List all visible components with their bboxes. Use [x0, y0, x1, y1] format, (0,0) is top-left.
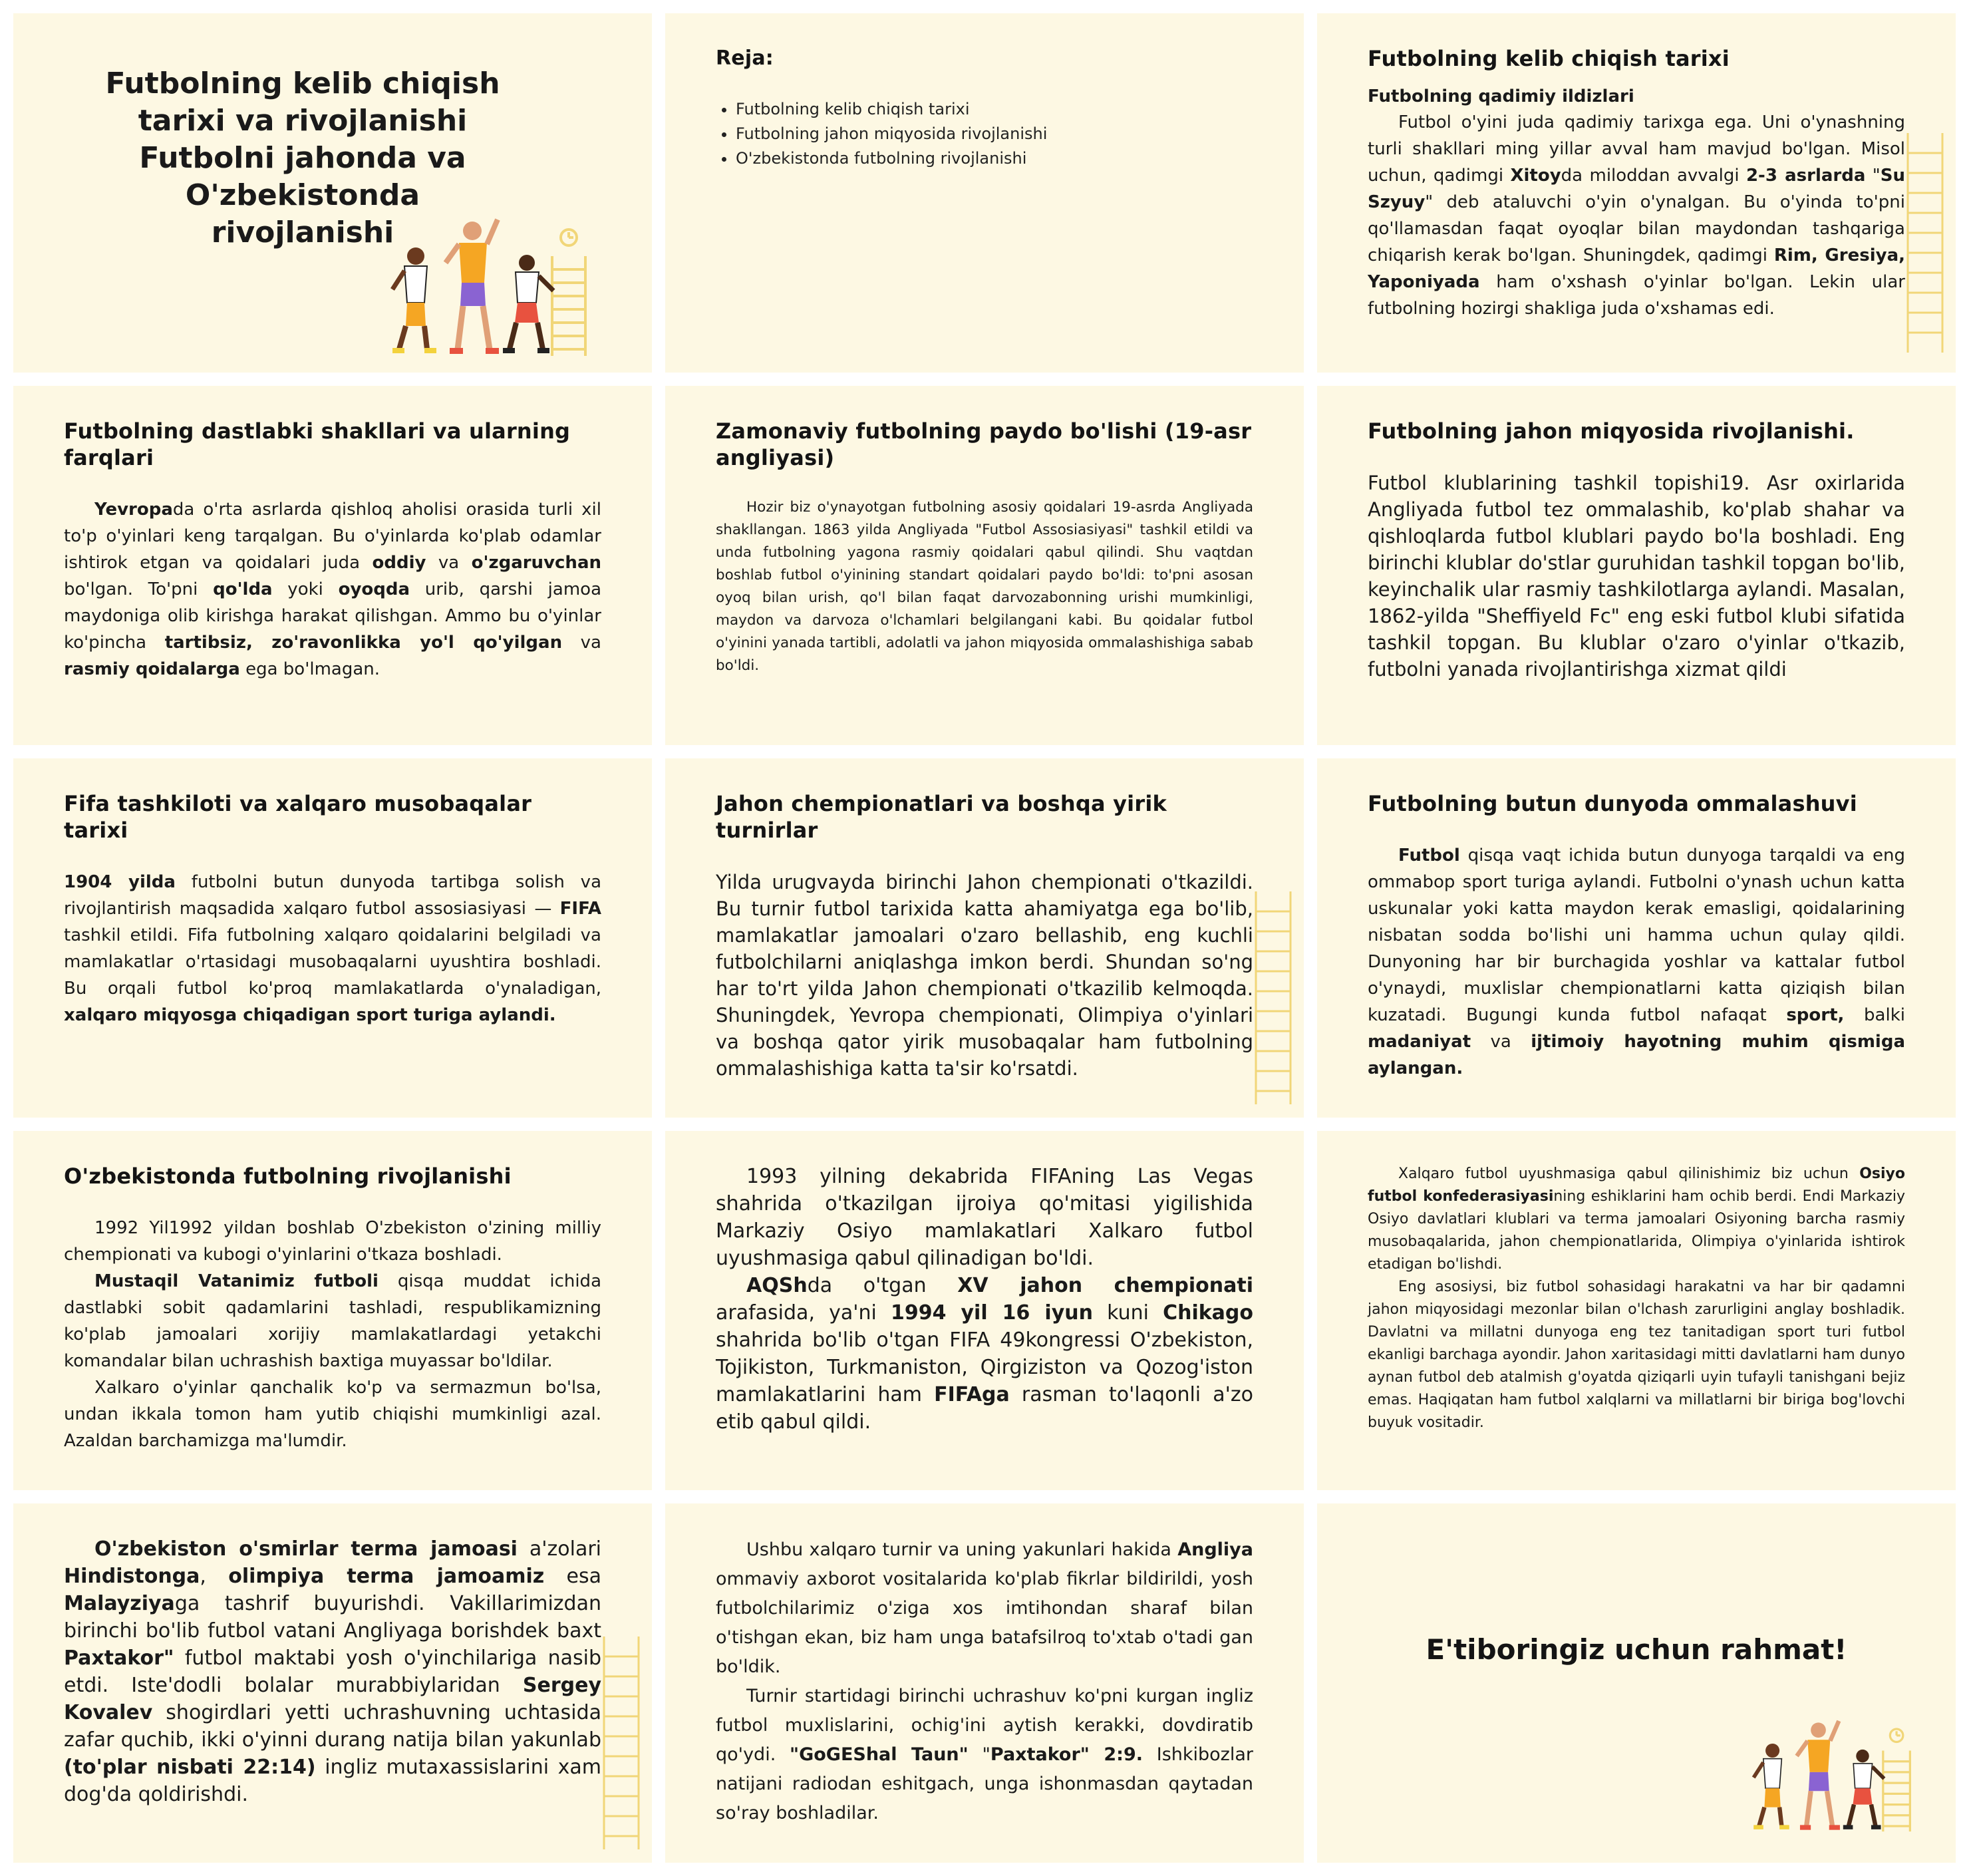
slide-fifa [13, 758, 652, 1118]
slide-body: Ushbu xalqaro turnir va uning yakunlari hakida Angliya ommaviy axborot vositalarida ko'plab fikrlar bildirildi, yosh futbolchilarimiz o'ziga xos imtihondan sharaf bilan o'tishgan ekan, biz ham unga batafsilroq to'xtab o'tadi gan bo'ldik. [716, 1539, 1253, 1677]
slide-body: Yevropada o'rta asrlarda qishloq aholisi orasida turli xil to'p o'yinlari keng tarqalgan. Bu o'yinlarda ko'plab odamlar ishtirok etgan va qoidalari juda oddiy va o'zgaruvchan bo'lgan. To'pni qo'lda yoki oyoqda urib, qarshi jamoa maydoniga olib kirishga harakat qilishgan. Ammo bu o'yinlar ko'pincha tartibsiz, zo'ravonlikka yo'l qo'yilgan va rasmiy qoidalarga ega bo'lmagan. [64, 500, 602, 679]
slide-body: Mustaqil Vatanimiz futboli qisqa muddat ichida dastlabki sobit qadamlarini tashladi, respublikamizning ko'plab jamoalari xorijiy mamlakatlardagi yetakchi komandalar bilan uchrashish baxtiga muyassar bo'ldilar. [64, 1271, 601, 1371]
plan-item: • O'zbekistonda futbolning rivojlanishi [736, 146, 1253, 171]
athletes-illustration [1743, 1703, 1942, 1852]
slide-body: Yilda urugvayda birinchi Jahon chempionati o'tkazildi. Bu turnir futbol tarixida katta ahamiyatga ega bo'lib, mamlakatlar jamoalari o'zaro bellashib, eng kuchli futbolchilarni aniqlashga imkon berdi. Shundan so'ng har to'rt yilda Jahon chempionati o'tkazilib kelmoqda. Shuningdek, Yevropa chempionati, Olimpiya o'yinlari va boshqa qator yirik musobaqalar ham futbolning ommalashishiga katta ta'sir ko'rsatdi. [716, 871, 1253, 1080]
plan-list [716, 97, 1253, 171]
slide-world-cups [665, 758, 1304, 1118]
slide-body: Futbol o'yini juda qadimiy tarixga ega. Uni o'ynashning turli shakllari ming yillar avval ham mavjud bo'lgan. Misol uchun, qadimgi Xitoyda miloddan avvalgi 2-3 asrlarda "Su Szyuy" deb ataluvchi o'yin o'ynalgan. Bu o'yinda to'pni qo'llamasdan faqat oyoqlar bilan maydondan tashqariga chiqarish kerak bo'lgan. Shuningdek, qadimgi Rim, Gresiya, Yaponiyada ham o'xshash o'yinlar bo'lgan. Lekin ular futbolning hozirgi shakliga juda o'xshamas edi. [1368, 112, 1906, 319]
slide-early-forms [13, 386, 652, 745]
slide-popularity [1317, 758, 1956, 1118]
slide-body: Eng asosiysi, biz futbol sohasidagi harakatni va har bir qadamni jahon miqyosidagi mezonlar bilan o'lchash zarurligini anglay boshladik. Davlatni va millatni dunyoga eng tez tanitadigan sport turi futbol ekanligi barchaga ayondir. Jahon xaritasidagi mitti davlatlarni ham dunyo aynan futbol deb atalmish g'oyatda qiziqarli uyin tufayli tanishgani bejiz emas. Haqiqatan ham futbol xalqlarni va millatlarni bir biriga bog'lovchi buyuk vositadir. [1368, 1279, 1905, 1431]
plan-item: • Futbolning kelib chiqish tarixi [736, 97, 1253, 122]
slide-heading: O'zbekistonda futbolning rivojlanishi [64, 1164, 512, 1189]
slide-heading: Futbolning jahon miqyosida rivojlanishi. [1368, 418, 1855, 444]
slide-body: Futbol qisqa vaqt ichida butun dunyoga tarqaldi va eng ommabop sport turiga aylandi. Futbolni o'ynash uchun katta uskunalar yoki katta maydon kerak emasligi, qoidalarining nisbatan sodda bo'lishi uni hamma uchun qulay qildi. Dunyoning har bir burchagida yoshlar va kattalar futbol o'ynaydi, muxlislar chempionatlarni katta qiziqish bilan kuzatadi. Bugungi kunda futbol nafaqat sport, balki madaniyat va ijtimoiy hayotning muhim qismiga aylangan. [1368, 846, 1905, 1078]
ladder-decoration [1902, 133, 1956, 353]
thanks-text: E'tiboringiz uchun rahmat! [1426, 1633, 1847, 1666]
slide-england-tournament [665, 1503, 1304, 1863]
slide-body: 1904 yilda futbolni butun dunyoda tartibga solish va rivojlantirish maqsadida xalqaro futbol assosiasiyasi — FIFA tashkil etildi. Fifa futbolning xalqaro qoidalarini belgiladi va mamlakatlar o'rtasidagi musobaqalarni uyushtira boshladi. Bu orqali futbol ko'proq mamlakatlarda o'ynaladigan, xalqaro miqyosga chiqadigan sport turiga aylandi. [64, 872, 601, 1025]
slide-uzbekistan [13, 1131, 652, 1490]
presentation-title: Futbolning kelib chiqish tarixi va rivojlanishi Futbolni jahonda va O'zbekistonda rivojlanishi [105, 67, 500, 249]
ladder-decoration [599, 1637, 652, 1849]
slide-body: Xalkaro o'yinlar qanchalik ko'p va sermazmun bo'lsa, undan ikkala tomon ham yutib chiqishi mumkinligi azal. Azaldan barchamizga ma'lumdir. [64, 1378, 601, 1451]
slide-body: Futbol klublarining tashkil topishi19. Asr oxirlarida Angliyada futbol tez ommalashib, ko'plab shahar va qishloqlarda futbol klublari paydo bo'la boshladi. Eng birinchi klublar do'stlar guruhidan tashkil topgan bo'lib, keyinchalik ular rasmiy tashkilotlarga aylandi. Masalan, 1862-yilda "Sheffiyeld Fc" eng eski futbol klubi sifatida tashkil topgan. Bu klublar o'zaro o'yinlar o'tkazib, futbolni yanada rivojlantirishga xizmat qildi [1368, 472, 1905, 681]
slide-heading: Futbolning butun dunyoda ommalashuvi [1368, 791, 1857, 816]
slide-body: Hozir biz o'ynayotgan futbolning asosiy qoidalari 19-asrda Angliyada shakllangan. 1863 yilda Angliyada "Futbol Assosiasiyasi" tashkil etildi va unda futbolning yagona rasmiy qoidalari qabul qilindi. Shu vaqtdan boshlab futbol o'yinining standart qoidalari paydo bo'ldi: to'pni asosan oyoq bilan urish, qo'l bilan faqat darvozabonning urishi mumkinligi, maydon va darvoza o'lchamlari belgilangani kabi. Bu qoidalar futbol o'yinini yanada tartibli, adolatli va jahon miqyosida ommalashishiga sabab bo'ldi. [716, 499, 1253, 674]
athletes-illustration [379, 216, 625, 362]
slide-heading: Futbolning dastlabki shakllari va ularning farqlari [64, 418, 571, 470]
slide-subheading: Futbolning qadimiy ildizlari [1368, 86, 1634, 106]
slide-body: AQShda o'tgan XV jahon chempionati arafasida, ya'ni 1994 yil 16 iyun kuni Chikago shahrida bo'lib o'tgan FIFA 49kongressi O'zbekiston, Tojikiston, Turkmaniston, Qirgiziston va Qozog'iston mamlakatlarini ham FIFAga rasman to'laqonli a'zo etib qabul qildi. [716, 1274, 1254, 1434]
slide-body: Turnir startidagi birinchi uchrashuv ko'pni kurgan ingliz futbol muxlislarini, ochig'ini aytish kerakki, dovdiratib qo'ydi. "GoGEShal Taun" "Paxtakor" 2:9. Ishkibozlar natijani radiodan eshitgach, unga ishonmasdan qaytadan so'ray boshladilar. [716, 1686, 1254, 1823]
slide-asia-confederation [1317, 1131, 1956, 1490]
slide-fifa-membership [665, 1131, 1304, 1490]
plan-item: • Futbolning jahon miqyosida rivojlanishi [736, 122, 1253, 146]
slide-title [13, 13, 652, 373]
slide-thanks [1317, 1503, 1956, 1863]
slide-youth-teams [13, 1503, 652, 1863]
slide-body: 1993 yilning dekabrida FIFAning Las Vegas shahrida o'tkazilgan ijroiya qo'mitasi yigilishida Markaziy Osiyo mamlakatlari Xalkaro futbol uyushmasiga qabul qilinadigan bo'ldi. [716, 1165, 1253, 1270]
slide-heading: Futbolning kelib chiqish tarixi [1368, 46, 1730, 71]
slide-modern-football [665, 386, 1304, 745]
slide-heading: Jahon chempionatlari va boshqa yirik turnirlar [716, 791, 1167, 843]
slide-plan [665, 13, 1304, 373]
slide-body: O'zbekiston o'smirlar terma jamoasi a'zolari Hindistonga, olimpiya terma jamoamiz esa Malayziyaga tashrif buyurishdi. Vakillarimizdan birinchi bo'lib futbol vatani Angliyaga borishdek baxt Paxtakor" futbol maktabi yosh o'yinchilariga nasib etdi. Iste'dodli bolalar murabbiylaridan Sergey Kovalev shogirdlari yetti uchrashuvning uchtasida zafar quchib, ikki o'yinni durang natija bilan yakunlab (to'plar nisbati 22:14) ingliz mutaxassislarini xam dog'da qoldirishdi. [64, 1537, 601, 1806]
slide-heading: Fifa tashkiloti va xalqaro musobaqalar tarixi [64, 791, 532, 843]
slide-world-development [1317, 386, 1956, 745]
slide-body: 1992 Yil1992 yildan boshlab O'zbekiston o'zining milliy chempionati va kubogi o'yinlarini o'tkaza boshladi. [64, 1218, 601, 1265]
slide-origins [1317, 13, 1956, 373]
slide-body: Xalqaro futbol uyushmasiga qabul qilinishimiz biz uchun Osiyo futbol konfederasiyasining eshiklarini ham ochib berdi. Endi Markaziy Osiyo davlatlari klublari va terma jamoalari Osiyoning barcha rasmiy musobaqalarida, jahon chempionatlarida, Olimpiya o'yinlarida ishtirok etadigan bo'lishdi. [1368, 1166, 1905, 1273]
slide-heading: Zamonaviy futbolning paydo bo'lishi (19-asr angliyasi) [716, 418, 1252, 470]
ladder-decoration [1251, 891, 1304, 1104]
plan-heading: Reja: [716, 47, 774, 70]
